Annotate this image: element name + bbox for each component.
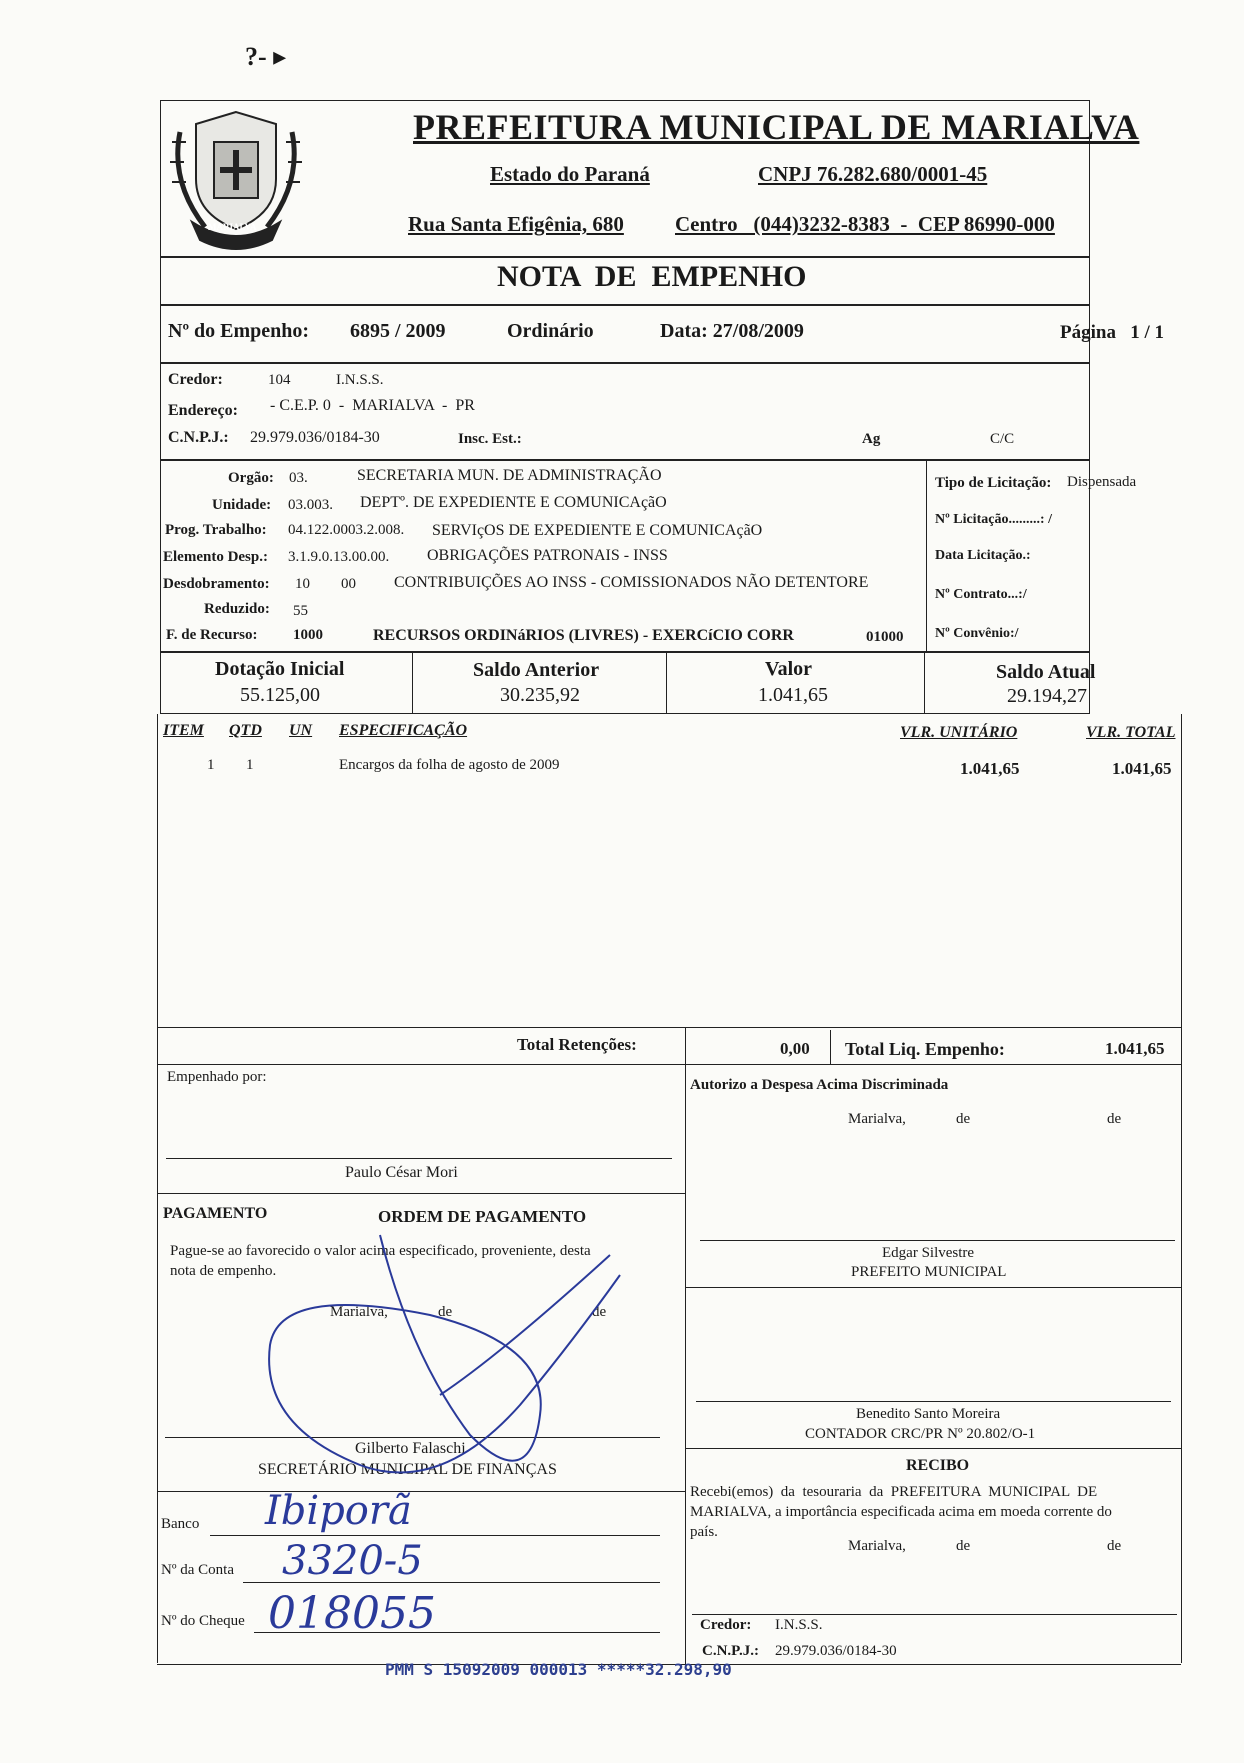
empenho-label: Nº do Empenho: bbox=[168, 320, 310, 342]
anterior-label: Saldo Anterior bbox=[473, 659, 600, 681]
recibo-text-3: país. bbox=[690, 1524, 718, 1540]
desd-desc: CONTRIBUIÇÕES AO INSS - COMISSIONADOS NÃO DETENTORE bbox=[394, 574, 869, 591]
prog-desc: SERVIçOS DE EXPEDIENTE E COMUNICAçãO bbox=[432, 522, 763, 539]
valor-label: Valor bbox=[765, 658, 813, 680]
top-marks: ?- ▸ bbox=[245, 42, 287, 71]
recibo-title: RECIBO bbox=[906, 1457, 970, 1474]
contador-top-line bbox=[685, 1287, 1181, 1288]
empenho-type: Ordinário bbox=[507, 320, 594, 342]
empenhado-label: Empenhado por: bbox=[167, 1069, 267, 1085]
orgao-label: Orgão: bbox=[228, 470, 274, 486]
balances-div-1 bbox=[412, 652, 413, 714]
col-unit: VLR. UNITÁRIO bbox=[900, 724, 1018, 741]
prefeito-name: Edgar Silvestre bbox=[882, 1245, 975, 1261]
recibo-de-1: de bbox=[956, 1538, 971, 1554]
desd-label: Desdobramento: bbox=[163, 576, 270, 592]
cheque-label: Nº do Cheque bbox=[161, 1613, 245, 1629]
header-title: PREFEITURA MUNICIPAL DE MARIALVA bbox=[413, 107, 1140, 147]
logo-ribbon-text: MARIALVA bbox=[208, 222, 257, 232]
credor-name: I.N.S.S. bbox=[336, 372, 384, 388]
autorizo-city: Marialva, bbox=[848, 1111, 906, 1127]
endereco-label: Endereço: bbox=[168, 402, 238, 419]
pagamento-city: Marialva, bbox=[330, 1304, 388, 1320]
cheque-handwriting: 018055 bbox=[268, 1588, 436, 1639]
col-item: ITEM bbox=[163, 722, 204, 739]
fonte-desc: RECURSOS ORDINáRIOS (LIVRES) - EXERCíCIO CORR bbox=[373, 627, 794, 644]
col-un: UN bbox=[289, 722, 313, 739]
balances-div-2 bbox=[666, 652, 667, 714]
liq-value: 1.041,65 bbox=[1105, 1039, 1165, 1058]
credor-code: 104 bbox=[268, 372, 291, 388]
empenhado-name: Paulo César Mori bbox=[345, 1164, 458, 1181]
licitacao-tipo: Dispensada bbox=[1067, 474, 1137, 490]
col-espec: ESPECIFICAÇÃO bbox=[339, 722, 468, 739]
prog-code: 04.122.0003.2.008. bbox=[288, 522, 405, 538]
recibo-credor-label: Credor: bbox=[700, 1617, 752, 1633]
recibo-top-line bbox=[685, 1448, 1181, 1449]
unidade-code: 03.003. bbox=[288, 497, 333, 513]
row-total: 1.041,65 bbox=[1112, 759, 1172, 778]
row-espec: Encargos da folha de agosto de 2009 bbox=[339, 757, 560, 773]
reduzido-label: Reduzido: bbox=[204, 601, 270, 617]
header-cnpj: CNPJ 76.282.680/0001-45 bbox=[758, 162, 988, 186]
city-crest-logo bbox=[162, 102, 310, 254]
licitacao-data: Data Licitação.: bbox=[935, 548, 1031, 563]
dotacao-value: 55.125,00 bbox=[240, 684, 320, 706]
pagamento-label: PAGAMENTO bbox=[163, 1205, 268, 1222]
doc-title: NOTA DE EMPENHO bbox=[497, 260, 807, 293]
contador-role: CONTADOR CRC/PR Nº 20.802/O-1 bbox=[805, 1426, 1036, 1442]
unidade-label: Unidade: bbox=[212, 497, 272, 513]
contador-name: Benedito Santo Moreira bbox=[856, 1406, 1001, 1422]
header-state: Estado do Paraná bbox=[490, 162, 650, 186]
signature-scribble bbox=[240, 1195, 660, 1495]
dotacao-label: Dotação Inicial bbox=[215, 658, 345, 680]
empenhado-sign-line bbox=[166, 1158, 672, 1159]
liq-label: Total Liq. Empenho: bbox=[845, 1039, 1005, 1059]
atual-value: 29.194,27 bbox=[1007, 685, 1087, 707]
empenho-number: 6895 / 2009 bbox=[350, 320, 446, 342]
prefeito-role: PREFEITO MUNICIPAL bbox=[851, 1264, 1007, 1280]
recibo-de-2: de bbox=[1107, 1538, 1122, 1554]
licitacao-num: Nº Licitação.........: / bbox=[935, 512, 1052, 527]
orgao-code: 03. bbox=[289, 470, 308, 486]
row-item: 1 bbox=[207, 757, 215, 773]
validation-stamp: PMM S 15092009 000013 *****32.298,90 bbox=[385, 1660, 732, 1679]
totals-div-1 bbox=[685, 1027, 686, 1664]
cnpj-value: 29.979.036/0184-30 bbox=[250, 429, 380, 446]
fonte-label: F. de Recurso: bbox=[166, 627, 258, 643]
credor-label: Credor: bbox=[168, 371, 223, 388]
balances-div-3 bbox=[924, 652, 925, 714]
prog-label: Prog. Trabalho: bbox=[165, 522, 267, 538]
pagamento-de-1: de bbox=[438, 1304, 453, 1320]
desd-code: 10 bbox=[295, 576, 310, 592]
prefeito-sign-line bbox=[700, 1240, 1175, 1241]
items-left-border bbox=[157, 714, 158, 1663]
recibo-text-1: Recebi(emos) da tesouraria da PREFEITURA MUNICIPAL DE bbox=[690, 1484, 1098, 1500]
autorizo-de-2: de bbox=[1107, 1111, 1122, 1127]
contador-sign-line bbox=[696, 1401, 1171, 1402]
secretario-role: SECRETÁRIO MUNICIPAL DE FINANÇAS bbox=[258, 1461, 557, 1478]
conta-label: Nº da Conta bbox=[161, 1562, 234, 1578]
row-qtd: 1 bbox=[246, 757, 254, 773]
pagamento-top-line bbox=[157, 1193, 685, 1194]
autorizo-de-1: de bbox=[956, 1111, 971, 1127]
anterior-value: 30.235,92 bbox=[500, 684, 580, 706]
licitacao-contrato: Nº Contrato...:/ bbox=[935, 587, 1027, 602]
banco-handwriting: Ibiporã bbox=[265, 1488, 412, 1534]
totals-div-2 bbox=[830, 1030, 831, 1064]
totals-top-line bbox=[157, 1027, 1181, 1028]
recibo-cnpj-label: C.N.P.J.: bbox=[702, 1643, 759, 1659]
licitacao-convenio: Nº Convênio:/ bbox=[935, 626, 1019, 641]
pagamento-text-1: Pague-se ao favorecido o valor acima especificado, proveniente, desta bbox=[170, 1243, 591, 1259]
atual-label: Saldo Atual bbox=[996, 661, 1096, 683]
col-qtd: QTD bbox=[229, 722, 262, 739]
retencoes-label: Total Retenções: bbox=[517, 1035, 637, 1054]
recibo-text-2: MARIALVA, a importância especificada acima em moeda corrente do bbox=[690, 1504, 1112, 1520]
header-address-rest: Centro (044)3232-8383 - CEP 86990-000 bbox=[675, 212, 1055, 236]
pagamento-text-2: nota de empenho. bbox=[170, 1263, 277, 1279]
insc-label: Insc. Est.: bbox=[458, 431, 522, 447]
endereco-value: - C.E.P. 0 - MARIALVA - PR bbox=[270, 397, 475, 414]
autorizo-label: Autorizo a Despesa Acima Discriminada bbox=[690, 1077, 949, 1093]
cnpj-label: C.N.P.J.: bbox=[168, 429, 229, 446]
banco-line bbox=[210, 1535, 660, 1536]
licitacao-tipo-label: Tipo de Licitação: bbox=[935, 475, 1052, 491]
recibo-city: Marialva, bbox=[848, 1538, 906, 1554]
header-address: Rua Santa Efigênia, 680 bbox=[408, 212, 624, 236]
recibo-credor: I.N.S.S. bbox=[775, 1617, 823, 1633]
empenho-page: Página 1 / 1 bbox=[1060, 322, 1164, 343]
elem-code: 3.1.9.0.13.00.00. bbox=[288, 549, 390, 565]
recibo-cnpj: 29.979.036/0184-30 bbox=[775, 1643, 897, 1659]
fonte-ref: 01000 bbox=[866, 629, 904, 645]
secretario-name: Gilberto Falaschi bbox=[355, 1440, 466, 1457]
conta-handwriting: 3320-5 bbox=[282, 1538, 423, 1584]
recibo-sign-line bbox=[692, 1614, 1177, 1615]
reduzido-code: 55 bbox=[293, 603, 308, 619]
budget-divider bbox=[926, 460, 927, 652]
items-right-border bbox=[1181, 714, 1182, 1663]
unidade-desc: DEPTº. DE EXPEDIENTE E COMUNICAçãO bbox=[360, 494, 667, 511]
orgao-desc: SECRETARIA MUN. DE ADMINISTRAÇÃO bbox=[357, 467, 662, 484]
col-total: VLR. TOTAL bbox=[1086, 724, 1176, 741]
ag-label: Ag bbox=[862, 431, 881, 447]
row-unit: 1.041,65 bbox=[960, 759, 1020, 778]
ordem-label: ORDEM DE PAGAMENTO bbox=[378, 1207, 587, 1226]
valor-value: 1.041,65 bbox=[758, 684, 828, 706]
fonte-code: 1000 bbox=[293, 627, 323, 643]
elem-desc: OBRIGAÇÕES PATRONAIS - INSS bbox=[427, 547, 668, 564]
pagamento-de-2: de bbox=[592, 1304, 607, 1320]
totals-bottom-line bbox=[157, 1064, 1181, 1065]
desd-sub: 00 bbox=[341, 576, 356, 592]
cc-label: C/C bbox=[990, 431, 1015, 447]
elem-label: Elemento Desp.: bbox=[163, 549, 268, 565]
empenho-date: Data: 27/08/2009 bbox=[660, 320, 804, 342]
retencoes-value: 0,00 bbox=[780, 1039, 810, 1058]
banco-label: Banco bbox=[161, 1516, 200, 1532]
